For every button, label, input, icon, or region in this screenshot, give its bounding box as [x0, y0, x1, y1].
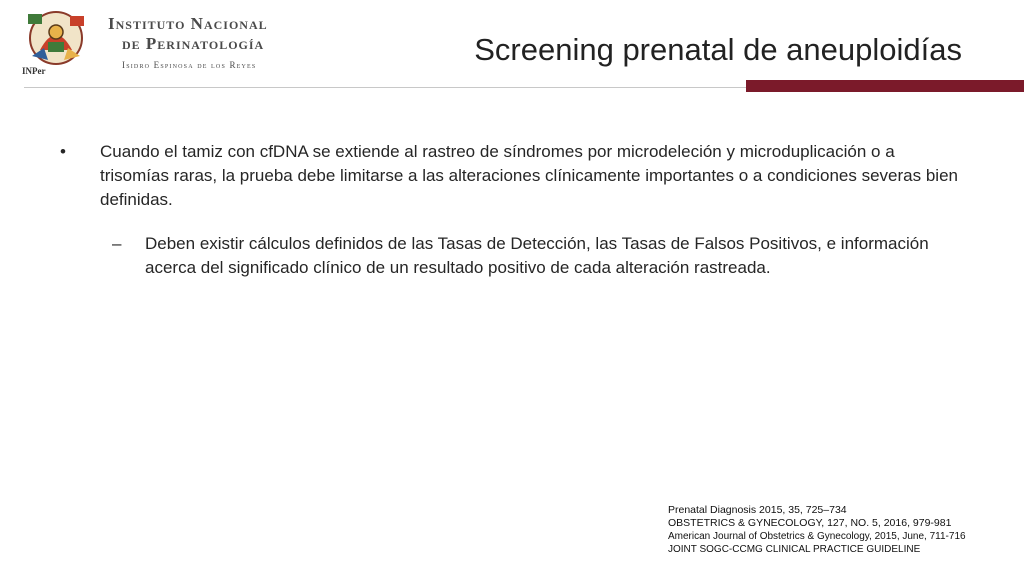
slide-content [60, 140, 960, 280]
sub-bullet-item [112, 232, 960, 280]
logo-figure [20, 4, 92, 76]
header-divider [24, 87, 746, 88]
references [668, 504, 1018, 556]
sub-bullet-marker: – [112, 234, 122, 253]
institution-line-1: Instituto Nacional [108, 14, 268, 33]
slide-title: Screening prenatal de aneuploidías [474, 32, 962, 67]
bullet-marker: • [60, 142, 66, 161]
reference-2: OBSTETRICS & GYNECOLOGY, 127, NO. 5, 2016, 979-981 [668, 517, 952, 529]
bullet-item [60, 140, 960, 212]
institution-line-3: Isidro Espinosa de los Reyes [122, 60, 257, 70]
sub-bullet-text: Deben existir cálculos definidos de las Tasas de Detección, las Tasas de Falsos Positivos, e información acerca del significado clínico de un resultado positivo de cada alteración rastreada. [145, 234, 929, 277]
reference-3: American Journal of Obstetrics & Gynecology, 2015, June, 711-716 [668, 531, 966, 542]
svg-text:INPer: INPer [22, 66, 46, 76]
institution-line-2: de Perinatología [122, 34, 265, 53]
institution-logo [20, 4, 92, 76]
bullet-text: Cuando el tamiz con cfDNA se extiende al rastreo de síndromes por microdeleción y microduplicación o a trisomías raras, la prueba debe limitarse a las alteraciones clínicamente importantes o a condiciones severas bien definidas. [100, 142, 958, 209]
institution-name [108, 14, 298, 70]
reference-4: JOINT SOGC-CCMG CLINICAL PRACTICE GUIDELINE [668, 544, 921, 555]
header-accent-bar [746, 80, 1024, 92]
reference-1: Prenatal Diagnosis 2015, 35, 725–734 [668, 504, 847, 516]
